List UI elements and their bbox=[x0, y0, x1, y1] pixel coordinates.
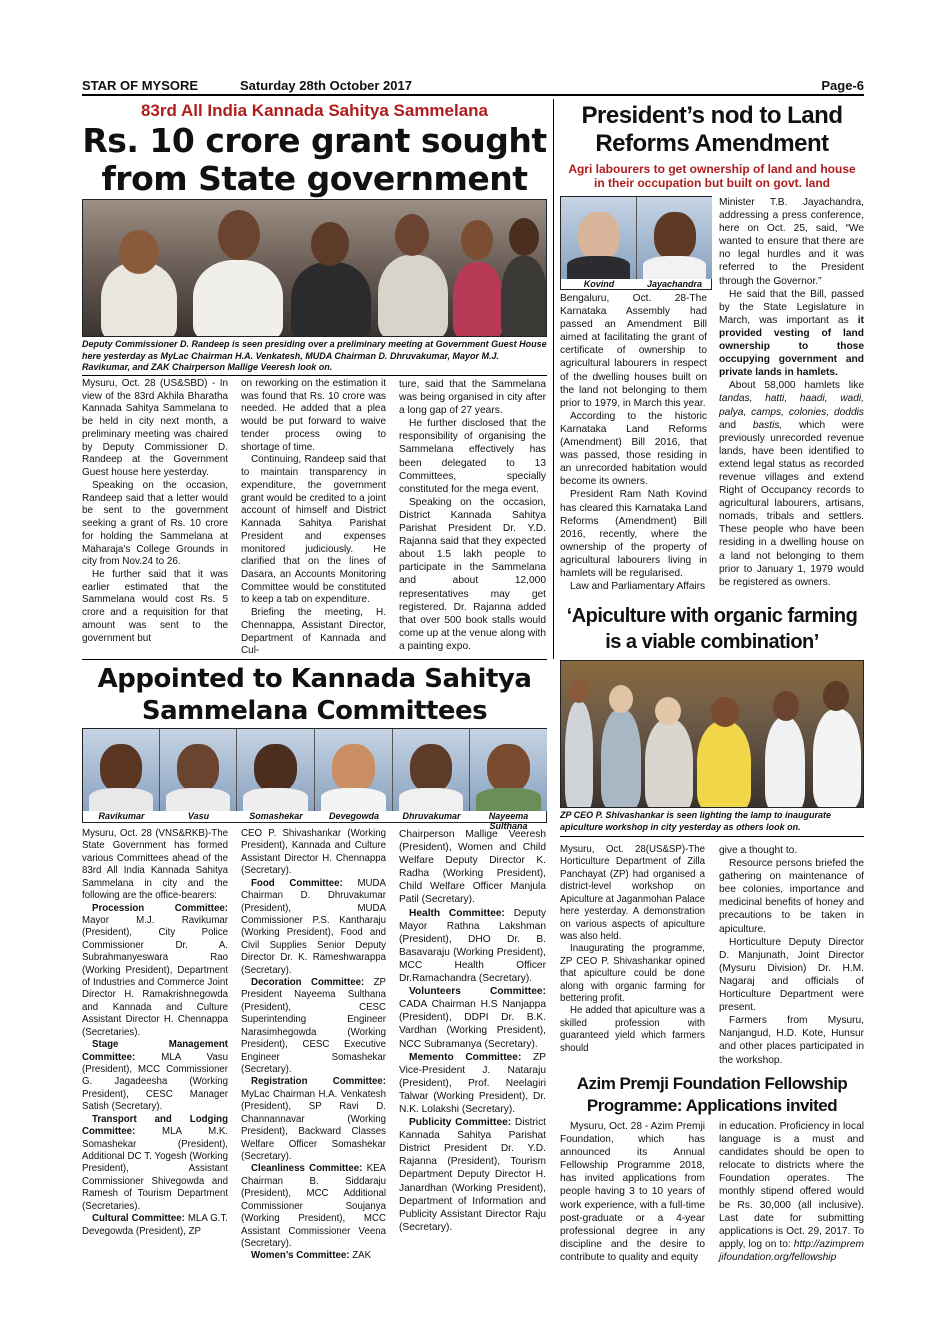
committee-entry bbox=[399, 985, 546, 1050]
committee-entry bbox=[399, 1116, 546, 1234]
story2-paragraph: President Ram Nath Kovind has cleared this Karnataka Land Reforms (Amendment) Bill 2016, recently, where the ownership of the property of agricultural labourers living in hamlets will be regularised. bbox=[560, 489, 707, 579]
story1-paragraph: Continuing, Randeep said that to maintain transparency in expenditure, the government grant would be credited to a joint account of himself and District Kannada Sahitya Parishat President and expenses monitored judiciously. He clarified that on the lines of Dasara, an Accounts Monitoring Committee would be constituted to keep a tab on expenditure. bbox=[241, 454, 386, 606]
story3-headline-line2: is a viable combination’ bbox=[605, 631, 819, 653]
story2-text: which were previously unrecorded revenue lands, have been identified to extend legal status as recorded revenue villages and extend Right of Occupancy records to agricultural labourers, artisans, nomads, tribals and settlers. These people who have been residing in a dwelling house on a land not belonging to them prior to January 1, 1979 would be registered as owners. bbox=[719, 419, 865, 588]
portrait-label: Kovind bbox=[583, 279, 615, 289]
committee-name: Publicity Committee: bbox=[409, 1117, 512, 1129]
portrait-photo bbox=[315, 729, 393, 811]
committee-entry bbox=[82, 1213, 228, 1238]
story1-paragraph: Briefing the meeting, H. Chennappa, Assistant Director, Department of Kannada and Cul- bbox=[241, 607, 386, 657]
story4-column-3 bbox=[399, 828, 546, 1234]
story2-headline-line1: President’s nod to Land bbox=[581, 102, 843, 129]
portrait-photo bbox=[561, 197, 637, 279]
portrait-label: Somashekar bbox=[249, 811, 303, 821]
portrait-label: Dhruvakumar bbox=[402, 811, 461, 821]
story2-text: About 58,000 hamlets like bbox=[729, 380, 864, 392]
story5-text: in education. Proficiency in local language is a must and candidates should be open to relocate to districts where the Foundation operates. The monthly stipend offered would be Rs. 30,000 (all inclusive). Last date for submitting applications is Oct. 29, 2017. To apply, log on to: bbox=[719, 1121, 864, 1250]
story3-headline bbox=[560, 603, 864, 655]
committee-name: Procession Committee: bbox=[92, 902, 228, 914]
committee-members: Deputy Mayor Rathna Lakshman (President), DHO Dr. B. Basavaraju (Working President), MCC Health Officer Dr.Ramachandra (Secretary). bbox=[399, 907, 546, 985]
committee-portraits bbox=[82, 728, 547, 831]
story4-headline bbox=[82, 663, 547, 727]
story3-paragraph: Inaugurating the programme, ZP CEO P. Shivashankar opined that apiculture could be done along with organic farming for bettering profit. bbox=[560, 943, 705, 1005]
committee-members: CADA Chairman H.S Nanjappa (President), DDPI Dr. B.K. Vardhan (Working President), NCC Subramanya (Secretary). bbox=[399, 999, 546, 1050]
story4-paragraph: Chairperson Mallige Veeresh (President), Women and Child Welfare Deputy Director K. Radha (Working President), Child Welfare Officer Manjula Patil (Secretary). bbox=[399, 829, 546, 906]
portrait-label: Ravikumar bbox=[98, 811, 145, 821]
committee-name: Health Committee: bbox=[409, 907, 505, 919]
committee-members: ZP Vice-President J. Nataraju (President), Prof. Neelagiri Talwar (Working President), Dr. N.K. Lolakshi (Secretary). bbox=[399, 1051, 546, 1115]
committee-members: Mayor M.J. Ravikumar (President), City Police Commissioner Dr. A. Subrahmanyeswara Rao (Working President), Department of Industries and Commerce Joint Director H. Ramakrishnegowda and Kannada and Culture Assistant Director H. Chennappa (Secretaries). bbox=[82, 914, 228, 1038]
committee-members: ZP President Nayeema Sulthana (President), CESC Superintending Engineer Narasimhegowda (Working President), CESC Executive Engineer Somashekar (Secretary). bbox=[241, 977, 386, 1076]
newspaper-name: STAR OF MYSORE bbox=[82, 78, 199, 93]
caption-rule bbox=[82, 375, 547, 376]
committee-entry bbox=[241, 1163, 386, 1250]
portrait-label: Nayeema Sulthana bbox=[488, 811, 529, 831]
committee-name: Registration Committee: bbox=[251, 1076, 386, 1088]
story1-paragraph: on reworking on the estimation it was found that Rs. 10 crore was needed. He added that a plea would be put forward to waive tender process owing to shortage of time. bbox=[241, 378, 386, 453]
story3-column-a bbox=[560, 844, 705, 1055]
story3-paragraph: He added that apiculture was a skilled profession with guaranteed yield which farmers should bbox=[560, 1005, 705, 1054]
committee-entry bbox=[241, 1250, 386, 1262]
story1-headline bbox=[82, 122, 547, 198]
story3-caption: ZP CEO P. Shivashankar is seen lighting the lamp to inaugurate apiculture workshop in city yesterday as others look on. bbox=[560, 810, 832, 832]
committee-name: Transport and Lodging Committee: bbox=[82, 1113, 228, 1138]
page-number: Page-6 bbox=[821, 78, 864, 93]
story1-caption: Deputy Commissioner D. Randeep is seen presiding over a preliminary meeting at Government Guest House here yesterday as MyLac Chairman H.A. Venkatesh, MUDA Chairman D. Dhruvakumar, Mayor M.J. Ravikumar, and ZAK Chairperson Mallige Veeresh look on. bbox=[82, 339, 547, 372]
committee-name: Cultural Committee: bbox=[92, 1213, 185, 1225]
committee-name: Cleanliness Committee: bbox=[251, 1163, 363, 1175]
workshop-photo bbox=[560, 660, 864, 808]
column-divider bbox=[553, 99, 554, 659]
story2-column-b bbox=[719, 196, 864, 589]
story5-headline bbox=[560, 1073, 864, 1117]
masthead-rule bbox=[82, 94, 864, 96]
story4-headline-line1: Appointed to Kannada Sahitya bbox=[97, 664, 532, 694]
committee-members: KEA Chairman B. Siddaraju (President), MCC Additional Commissioner Soujanya (Working President), MCC Assistant Commissioner Veena (Secretary). bbox=[241, 1163, 386, 1249]
committee-members: MUDA Chairman D. Dhruvakumar (President), MUDA Commissioner P.S. Kantharaju (Working President), Food and Civil Supplies Senior Deputy Director Dr. K. Rameshwarappa (Secretary). bbox=[241, 877, 386, 976]
story2-portraits bbox=[560, 196, 712, 290]
committee-entry bbox=[241, 977, 386, 1076]
story5-column-b bbox=[719, 1120, 864, 1264]
story1-kicker: 83rd All India Kannada Sahitya Sammelana bbox=[140, 101, 489, 120]
committee-name: Stage Management Committee: bbox=[82, 1039, 228, 1063]
story1-paragraph: He further said that it was earlier estimated that the Sammelana would cost Rs. 5 crore and a requisition for that amount was sent to the government but bbox=[82, 569, 228, 644]
story2-text: and bbox=[719, 419, 753, 431]
story5-column-a bbox=[560, 1120, 705, 1264]
story1-paragraph: ture, said that the Sammelana was being organised in city after a long gap of 27 years. bbox=[399, 379, 546, 417]
story2-bold-text: it provided vesting of land ownership to those occupying government and private lands in hamlets. bbox=[719, 314, 864, 379]
story2-deck-line1: Agri labourers to get ownership of land and house bbox=[568, 162, 856, 176]
story3-headline-line1: ‘Apiculture with organic farming bbox=[566, 605, 858, 627]
story2-column-a bbox=[560, 292, 707, 593]
story1-column-2 bbox=[241, 378, 386, 658]
committee-members: District Kannada Sahitya Parishat District President Dr. Y.D. Rajanna (President), Tourism Department Deputy Director H. Janardhan (Working President), Department of Information and Publicity Assistant Director Raju (Secretary). bbox=[399, 1117, 546, 1233]
story2-paragraph: According to the historic Karnataka Land Reforms (Amendment) Bill 2016, that was passed, those residing in an unrecorded habitation would become its owners. bbox=[560, 410, 707, 488]
portrait-label: Jayachandra bbox=[646, 279, 703, 289]
story2-deck bbox=[560, 162, 864, 190]
committee-name: Food Committee: bbox=[251, 877, 343, 889]
story1-paragraph: Speaking on the occasion, District Kannada Sahitya Parishat President Dr. Y.D. Rajanna said that they expected about 1.5 lakh people to participate in the Sammelana and about 12,000 representatives may get registered. Dr. Rajanna added that over 500 book stalls would come up at the venue along with a painting expo. bbox=[399, 496, 546, 652]
story2-paragraph: Bengaluru, Oct. 28-The Karnataka Assembly had passed an Amendment Bill aimed at facilitating the grant of certificate of ownership to agricultural labourers in respect of the dwelling houses built on the land not belonging to them prior to 1979, in March this year. bbox=[560, 293, 707, 409]
story3-paragraph: Farmers from Mysuru, Nanjangud, H.D. Kote, Hunsur and other places participated in the workshop. bbox=[719, 1015, 864, 1066]
committee-entry bbox=[82, 903, 228, 1040]
section-rule bbox=[82, 659, 547, 660]
committee-entry bbox=[82, 1114, 228, 1213]
portrait-label: Vasu bbox=[187, 811, 210, 821]
story1-paragraph: He further disclosed that the responsibility of organising the Sammelana effectively has been delegated to 13 Committees, specially constituted for the mega event. bbox=[399, 418, 546, 495]
story2-paragraph bbox=[719, 288, 864, 380]
portrait-photo bbox=[237, 729, 315, 811]
story1-column-1 bbox=[82, 378, 228, 645]
story1-headline-line1: Rs. 10 crore grant sought bbox=[82, 121, 547, 160]
story4-headline-line2: Sammelana Committees bbox=[141, 696, 488, 726]
portrait-photo bbox=[83, 729, 160, 811]
portrait-label: Devegowda bbox=[328, 811, 379, 821]
caption-rule bbox=[560, 836, 864, 837]
story2-headline bbox=[560, 102, 864, 158]
committee-members: MLA Vasu (President), MCC Commissioner G. Jagadeesha (Working President), CESC Manager Satish (Secretary). bbox=[82, 1051, 228, 1113]
story2-paragraph: Minister T.B. Jayachandra, addressing a press conference, here on Oct. 25, said, “We wanted to ensure that there are no legal hurdles and it was referred to the President through the Governor.” bbox=[719, 197, 864, 287]
committee-members: ZAK bbox=[349, 1250, 372, 1262]
committee-entry bbox=[241, 878, 386, 977]
committee-members: MyLac Chairman H.A. Venkatesh (President), SP Ravi D. Channannavar (Working President), Backward Classes Welfare Officer Somashekar (Secretary). bbox=[241, 1088, 386, 1162]
committee-members: MLA M.K. Somashekar (President), Additional DC T. Yogesh (Working President), Assistant Commissioner Shivegowda and Ramesh of Tourism Department (Secretaries). bbox=[82, 1126, 228, 1212]
story4-column-2 bbox=[241, 828, 386, 1263]
story2-headline-line2: Reforms Amendment bbox=[595, 130, 829, 157]
story5-paragraph: Mysuru, Oct. 28 - Azim Premji Foundation, which has announced its Annual Fellowship Programme 2018, has invited applications from people having 3 to 10 years of work experience, with a full-time post-graduate or a 4-year professional degree in any discipline and the desire to contribute to quality and equity bbox=[560, 1121, 705, 1263]
story3-column-b bbox=[719, 844, 864, 1067]
story5-headline-line2: Programme: Applications invited bbox=[586, 1096, 838, 1115]
story4-paragraph: CEO P. Shivashankar (Working President), Kannada and Culture Assistant Director H. Chennappa (Secretary). bbox=[241, 828, 386, 877]
story4-paragraph: Mysuru, Oct. 28 (VNS&RKB)-The State Government has formed various Committees ahead of the 83rd All India Kannada Sahitya Sammelana in city and the following are the office-bearers: bbox=[82, 828, 228, 902]
issue-date: Saturday 28th October 2017 bbox=[240, 78, 412, 93]
story1-column-3 bbox=[399, 378, 546, 653]
committee-name: Decoration Committee: bbox=[251, 977, 365, 989]
story3-paragraph: Mysuru, Oct. 28(US&SP)-The Horticulture Department of Zilla Panchayat (ZP) had organised a district-level workshop on Apiculture at Jaganmohan Palace here yesterday. A demonstration on various aspects of apiculture was also held. bbox=[560, 844, 705, 942]
committee-entry bbox=[399, 907, 546, 986]
story2-italic-text: tandas, hatti, haadi, wadi, palya, camps, colonies, doddis bbox=[719, 393, 864, 418]
story5-headline-line1: Azim Premji Foundation Fellowship bbox=[576, 1074, 848, 1093]
story3-paragraph: give a thought to. bbox=[719, 845, 798, 856]
committee-name: Memento Committee: bbox=[409, 1051, 522, 1063]
meeting-photo bbox=[82, 199, 547, 337]
portrait-photo bbox=[637, 197, 712, 279]
story2-deck-line2: in their occupation but built on govt. land bbox=[594, 176, 830, 190]
story2-text: He said that the Bill, passed by the State Legislature in March, was important as bbox=[719, 288, 864, 326]
story3-paragraph: Resource persons briefed the gathering on maintenance of bee colonies, importance and medicinal benefits of honey and precautions to be taken in apiculture. bbox=[719, 858, 864, 935]
committee-entry bbox=[82, 1039, 228, 1114]
story2-paragraph: Law and Parliamentary Affairs bbox=[570, 581, 706, 593]
portrait-photo bbox=[470, 729, 547, 811]
story1-paragraph: Speaking on the occasion, Randeep said that a letter would be sent to the government seeking a grant of Rs. 10 crore for holding the Sammelana at Maharaja's College Grounds in city from Nov.24 to 26. bbox=[82, 479, 228, 568]
story2-paragraph bbox=[719, 379, 864, 589]
story1-paragraph: Mysuru, Oct. 28 (US&SBD) - In view of the 83rd Akhila Bharatha Kannada Sahitya Sammelana to be held in city next month, a preliminary meeting was chaired by Deputy Commissioner D. Randeep at the Government Guest house here yesterday. bbox=[82, 378, 228, 479]
story5-paragraph bbox=[719, 1120, 864, 1264]
committee-name: Women’s Committee: bbox=[251, 1250, 350, 1262]
committee-entry bbox=[241, 1076, 386, 1163]
story3-paragraph: Horticulture Deputy Director D. Manjunath, Joint Director (Mysuru Division) Dr. H.M. Nagaraj and officials of Horticulture Department were present. bbox=[719, 936, 864, 1014]
masthead bbox=[82, 77, 864, 95]
fellowship-link[interactable]: http://azimpremjifoundation.org/fellowship bbox=[719, 1238, 864, 1263]
story2-italic-text: bastis, bbox=[752, 419, 783, 431]
story4-column-1 bbox=[82, 828, 228, 1238]
story1-headline-line2: from State government bbox=[101, 159, 528, 198]
committee-entry bbox=[399, 1051, 546, 1116]
portrait-photo bbox=[160, 729, 237, 811]
committee-name: Volunteers Committee: bbox=[409, 986, 546, 998]
committee-members: MLA G.T. Devegowda (President), ZP bbox=[82, 1213, 228, 1237]
portrait-photo bbox=[393, 729, 470, 811]
